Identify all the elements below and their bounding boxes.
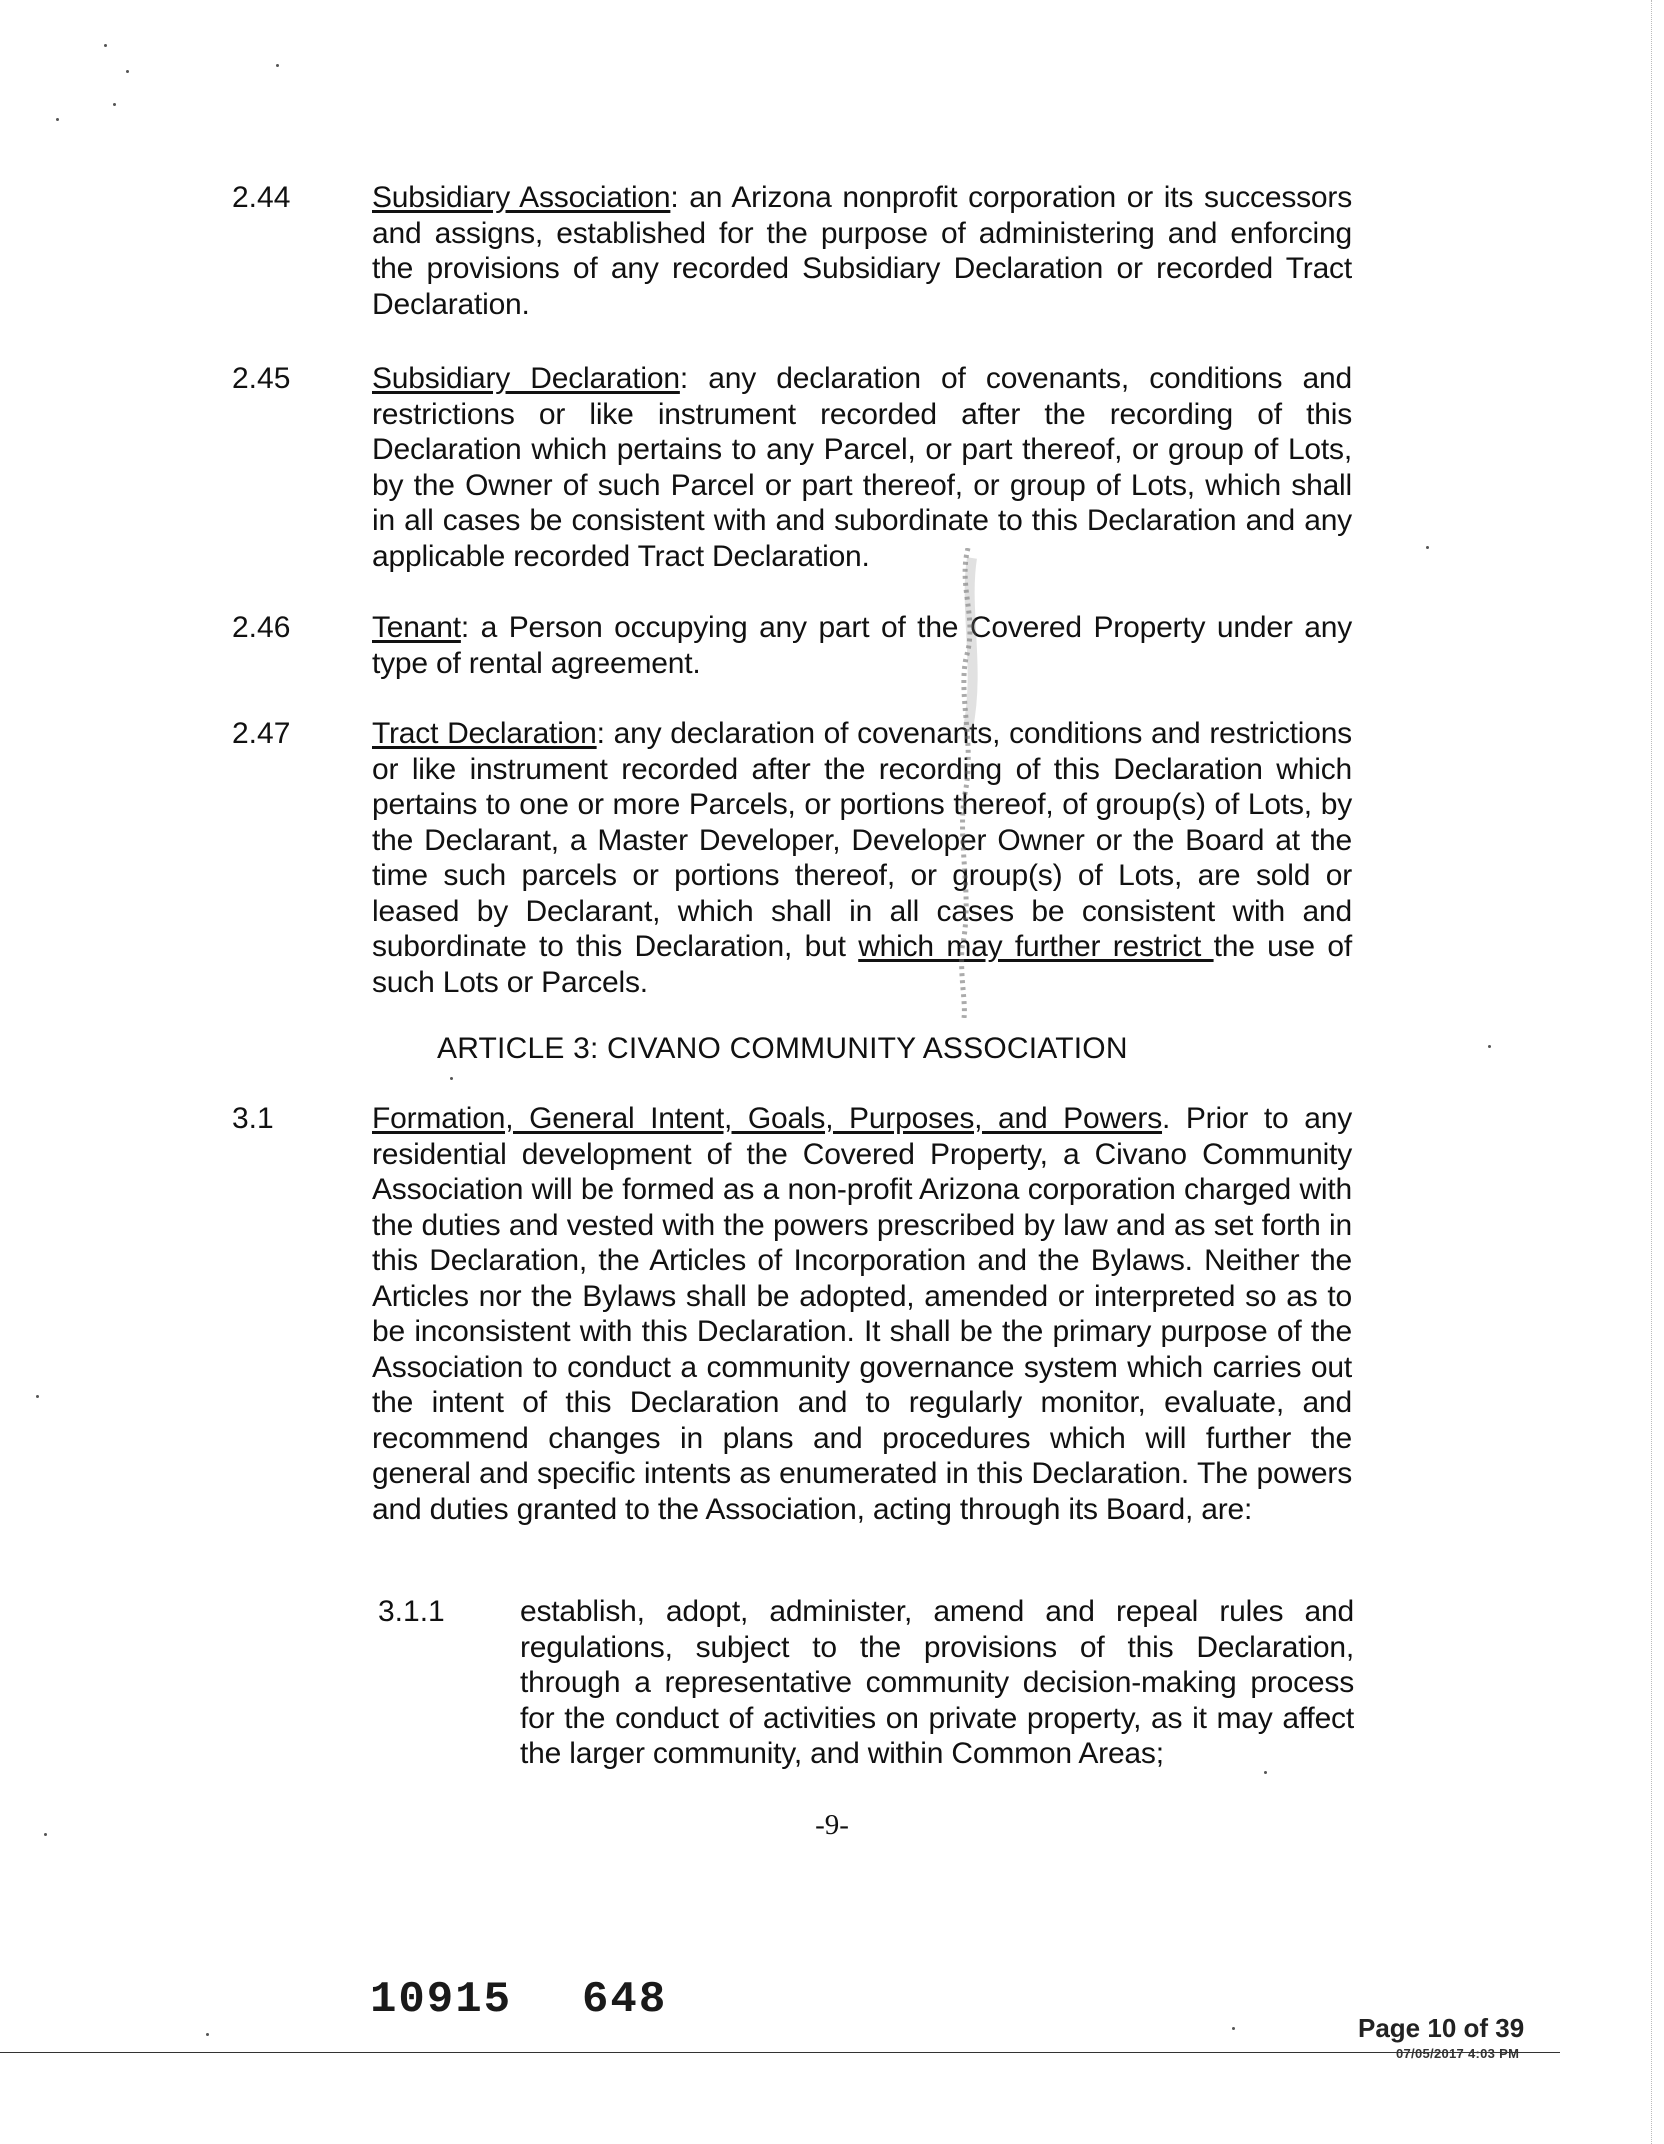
definition-body: : a Person occupying any part of the Covered Property under any type of rental agreement. [372, 611, 1352, 680]
scan-speck [1232, 2027, 1235, 2030]
article-heading: ARTICLE 3: CIVANO COMMUNITY ASSOCIATION [437, 1032, 1128, 1065]
section-title: Formation, General Intent, Goals, Purposes, and Powers [372, 1102, 1163, 1135]
section-text [372, 1101, 1352, 1527]
print-timestamp: 07/05/2017 4:03 PM [1396, 2046, 1520, 2061]
section-number: 2.45 [232, 362, 291, 395]
scan-speck [276, 64, 279, 67]
scan-speck [450, 1077, 453, 1080]
scan-speck [56, 118, 59, 121]
definition-body: : any declaration of covenants, conditions and restrictions or like instrument recorded after the recording of this Declaration which pertains to one or more Parcels, or portions thereof, of group(s) of Lots, by the Declarant, a Master Developer, Developer Owner or the Board at the time such parcels or portions thereof, or group(s) of Lots, are sold or leased by Declarant, which shall in all cases be consistent with and subordinate to this Declaration, but [372, 717, 1352, 963]
defined-term: Subsidiary Association [372, 181, 671, 214]
scan-speck [206, 2033, 209, 2036]
section-text [372, 180, 1352, 322]
subsection-number: 3.1.1 [378, 1595, 445, 1628]
scan-speck [36, 1395, 39, 1398]
section-number: 2.44 [232, 181, 291, 214]
definition-body-end: the use of such Lots or Parcels. [372, 930, 1353, 999]
definition-body: : an Arizona nonprofit corporation or its successors and assigns, established for the purpose of administering and enforcing the provisions of any recorded Subsidiary Declaration or recorded Tract Declaration. [372, 181, 1352, 321]
section-number: 3.1 [232, 1102, 274, 1135]
recording-stamp [370, 1975, 737, 2025]
scan-edge [1651, 0, 1652, 2144]
page-of-count: Page 10 of 39 [1358, 2013, 1525, 2043]
section-text [372, 716, 1352, 1000]
defined-term: Tract Declaration [372, 717, 597, 750]
scan-speck [126, 70, 129, 73]
recording-book: 10915 [370, 1975, 513, 2025]
section-body: . Prior to any residential development of the Covered Property, a Civano Community Association will be formed as a non-profit Arizona corporation charged with the duties and vested with the powers prescribed by law and as set forth in this Declaration, the Articles of Incorporation and the Bylaws. Neither the Articles nor the Bylaws shall be adopted, amended or interpreted so as to be inconsistent with this Declaration. It shall be the primary purpose of the Association to conduct a community governance system which carries out the intent of this Declaration and to regularly monitor, evaluate, and recommend changes in plans and procedures which will further the general and specific intents as enumerated in this Declaration. The powers and duties granted to the Association, acting through its Board, are: [372, 1102, 1352, 1526]
section-number: 2.46 [232, 611, 291, 644]
scan-speck [44, 1833, 47, 1836]
section-text [372, 610, 1352, 681]
page-number: -9- [815, 1809, 849, 1841]
recording-page: 648 [582, 1975, 668, 2025]
subsection-text: establish, adopt, administer, amend and repeal rules and regulations, subject to the provisions of this Declaration, through a representative community decision-making process for the conduct of activities on private property, as it may affect the larger community, and within Common Areas; [520, 1595, 1354, 1770]
defined-term: Subsidiary Declaration [372, 362, 680, 395]
scan-speck [1426, 546, 1429, 549]
scan-speck [104, 44, 107, 47]
footer-rule [0, 2052, 1560, 2053]
definition-body: : any declaration of covenants, conditions and restrictions or like instrument recorded after the recording of this Declaration which pertains to any Parcel, or part thereof, or group of Lots, by the Owner of such Parcel or part thereof, or group of Lots, which shall in all cases be consistent with and subordinate to this Declaration and any applicable recorded Tract Declaration. [372, 362, 1353, 573]
section-text [372, 361, 1352, 574]
underlined-phrase: which may further restrict [858, 930, 1214, 963]
section-number: 2.47 [232, 717, 291, 750]
scan-smear [918, 548, 1008, 1018]
scan-speck [1488, 1045, 1491, 1048]
scan-speck [1264, 1771, 1267, 1774]
defined-term: Tenant [372, 611, 461, 644]
scan-speck [113, 103, 116, 106]
